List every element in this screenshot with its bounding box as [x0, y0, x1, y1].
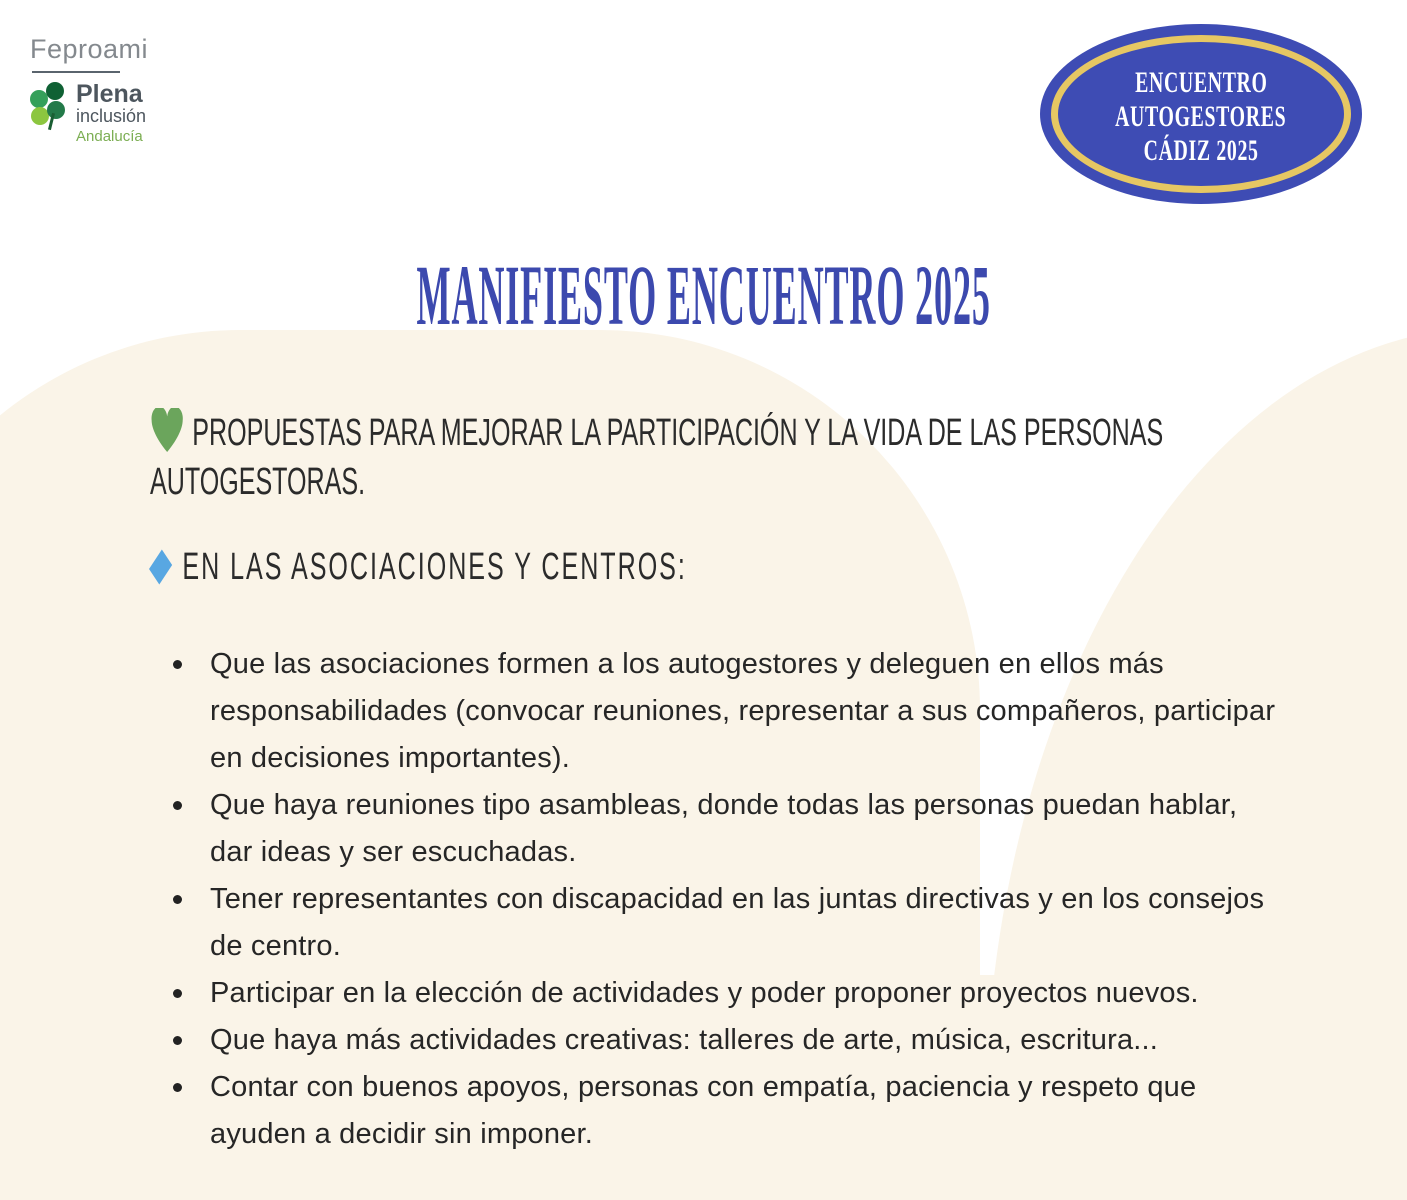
intro-heading [150, 408, 1206, 507]
blue-diamond-icon [149, 549, 172, 584]
clover-icon [30, 81, 70, 133]
feproami-logo [30, 34, 270, 148]
list-item: Que haya reuniones tipo asambleas, donde todas las personas puedan hablar, dar ideas y ser escuchadas. [170, 782, 1285, 876]
page-title-text: MANIFIESTO ENCUENTRO 2025 [416, 247, 991, 343]
intro-heading-text: PROPUESTAS PARA MEJORAR LA PARTICIPACIÓN Y LA VIDA DE LAS PERSONAS AUTOGESTORAS. [150, 412, 1164, 503]
clover-leaf [47, 101, 65, 119]
list-item: Que las asociaciones formen a los autogestores y deleguen en ellos más responsabilidades (convocar reuniones, representar a sus compañeros, participar en decisiones importantes). [170, 641, 1285, 782]
green-heart-icon [150, 408, 184, 452]
section-heading-text: EN LAS ASOCIACIONES Y CENTROS: [182, 546, 687, 588]
list-item: Que haya más actividades creativas: talleres de arte, música, escritura... [170, 1017, 1285, 1064]
clover-leaf [46, 82, 64, 100]
list-item: Contar con buenos apoyos, personas con empatía, paciencia y respeto que ayuden a decidir sin imponer. [170, 1064, 1285, 1158]
logo-org-name: Feproami [30, 34, 149, 64]
logo-divider [32, 71, 120, 73]
logo-brand-line2: inclusión [76, 106, 147, 126]
badge-line-1: ENCUENTRO [1134, 66, 1268, 99]
page-title [0, 247, 1407, 343]
event-badge [1040, 24, 1362, 204]
logo-region: Andalucía [76, 128, 143, 145]
proposals-list [170, 641, 1285, 1158]
badge-line-3: CÁDIZ 2025 [1143, 134, 1259, 167]
logo-brand-name: Plena [76, 80, 143, 108]
section-heading [152, 543, 1076, 591]
badge-line-2: AUTOGESTORES [1115, 100, 1287, 133]
list-item: Participar en la elección de actividades y poder proponer proyectos nuevos. [170, 970, 1285, 1017]
list-item: Tener representantes con discapacidad en las juntas directivas y en los consejos de centro. [170, 876, 1285, 970]
